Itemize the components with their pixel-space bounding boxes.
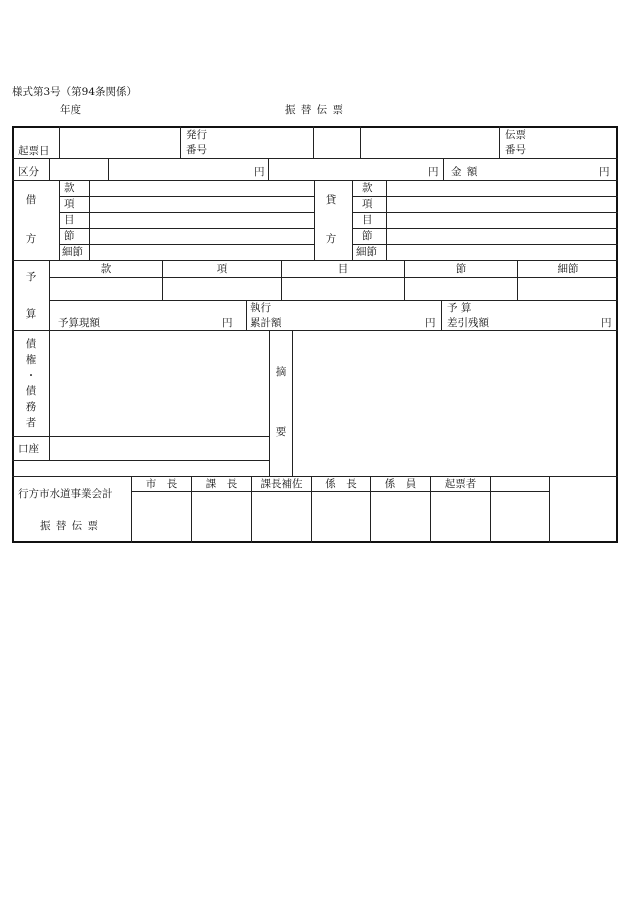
budget-col-header: 項 <box>216 263 228 275</box>
credit-item: 節 <box>362 230 373 242</box>
budget-remaining-label-1: 予 算 <box>447 302 472 314</box>
grid-line <box>352 212 618 213</box>
grid-line <box>49 158 50 180</box>
grid-line <box>12 330 618 331</box>
grid-line <box>180 126 181 158</box>
approver-header: 課長補佐 <box>260 478 303 490</box>
approver-header: 係 長 <box>325 478 357 490</box>
budget-col-header: 款 <box>100 263 112 275</box>
grid-line <box>12 260 618 261</box>
footer-slip-title: 振 替 伝 票 <box>40 520 100 532</box>
grid-line <box>490 476 491 543</box>
party-char: ・ <box>25 370 37 382</box>
approver-header: 市 長 <box>145 478 178 490</box>
grid-line <box>59 196 314 197</box>
budget-remaining-label-2: 差引残額 <box>447 317 489 329</box>
credit-item: 項 <box>362 198 373 210</box>
grid-line <box>360 126 361 158</box>
execution-total-label-1: 執行 <box>250 302 271 314</box>
grid-line <box>292 330 293 476</box>
grid-line <box>12 460 270 461</box>
fiscal-year-label: 年度 <box>60 104 81 116</box>
grid-line <box>443 158 444 180</box>
yen-unit: 円 <box>599 166 610 178</box>
grid-line <box>352 244 618 245</box>
credit-label-bottom: 方 <box>325 233 337 245</box>
yen-unit: 円 <box>222 317 233 329</box>
grid-line <box>269 330 270 476</box>
grid-line <box>12 476 618 477</box>
approver-header: 係 員 <box>384 478 417 490</box>
grid-line <box>49 330 50 460</box>
bank-account-label: 口座 <box>18 443 39 455</box>
budget-current-label: 予算現額 <box>58 317 100 329</box>
grid-line <box>108 158 109 180</box>
division-label: 区分 <box>18 166 39 178</box>
grid-line <box>549 476 550 543</box>
grid-line <box>49 300 618 301</box>
approver-header: 課 長 <box>205 478 238 490</box>
party-char: 債 <box>25 338 37 350</box>
grid-line <box>12 436 269 437</box>
yen-unit: 円 <box>425 317 436 329</box>
grid-line <box>59 244 314 245</box>
summary-label-bottom: 要 <box>275 426 287 438</box>
debit-item: 節 <box>64 230 75 242</box>
budget-col-header: 細節 <box>557 263 579 275</box>
grid-line <box>49 277 618 278</box>
grid-line <box>12 158 618 159</box>
grid-line <box>131 491 549 492</box>
summary-label-top: 摘 <box>275 366 287 378</box>
grid-line <box>313 126 314 158</box>
grid-line <box>89 180 90 260</box>
budget-label-top: 予 <box>25 271 37 283</box>
yen-unit: 円 <box>428 166 439 178</box>
grid-line <box>386 180 387 260</box>
party-char: 務 <box>25 401 37 413</box>
issue-number-label-1: 発行 <box>186 129 207 141</box>
debit-label-bottom: 方 <box>25 233 37 245</box>
page-title: 振 替 伝 票 <box>285 104 345 116</box>
debit-item: 細節 <box>62 246 83 258</box>
approver-header: 起票者 <box>444 478 477 490</box>
grid-line <box>314 180 315 260</box>
grid-line <box>246 300 247 330</box>
debit-item: 目 <box>64 214 75 226</box>
grid-line <box>499 126 500 158</box>
budget-col-header: 目 <box>337 263 349 275</box>
grid-line <box>59 228 314 229</box>
yen-unit: 円 <box>601 317 612 329</box>
grid-line <box>352 180 353 260</box>
execution-total-label-2: 累計額 <box>250 317 282 329</box>
credit-label-top: 貸 <box>325 194 337 206</box>
debit-item: 項 <box>64 198 75 210</box>
issue-number-label-2: 番号 <box>186 144 207 156</box>
grid-line <box>59 126 60 158</box>
grid-line <box>352 228 618 229</box>
slip-number-label-1: 伝票 <box>505 129 526 141</box>
grid-line <box>59 180 60 260</box>
grid-line <box>441 300 442 330</box>
debit-label-top: 借 <box>25 194 37 206</box>
party-char: 権 <box>25 354 37 366</box>
grid-line <box>12 180 618 181</box>
credit-item: 細節 <box>356 246 377 258</box>
debit-item: 款 <box>64 182 75 194</box>
grid-line <box>59 212 314 213</box>
slip-number-label-2: 番号 <box>505 144 526 156</box>
grid-line <box>352 196 618 197</box>
budget-col-header: 節 <box>455 263 467 275</box>
organization-name: 行方市水道事業会計 <box>18 488 113 500</box>
credit-item: 款 <box>362 182 373 194</box>
grid-line <box>268 158 269 180</box>
issue-date-label: 起票日 <box>18 145 50 157</box>
budget-label-bottom: 算 <box>25 308 37 320</box>
form-number: 様式第3号（第94条関係） <box>12 86 138 98</box>
amount-label: 金 額 <box>451 166 479 178</box>
party-char: 者 <box>25 417 37 429</box>
credit-item: 目 <box>362 214 373 226</box>
party-char: 債 <box>25 385 37 397</box>
yen-unit: 円 <box>254 166 265 178</box>
